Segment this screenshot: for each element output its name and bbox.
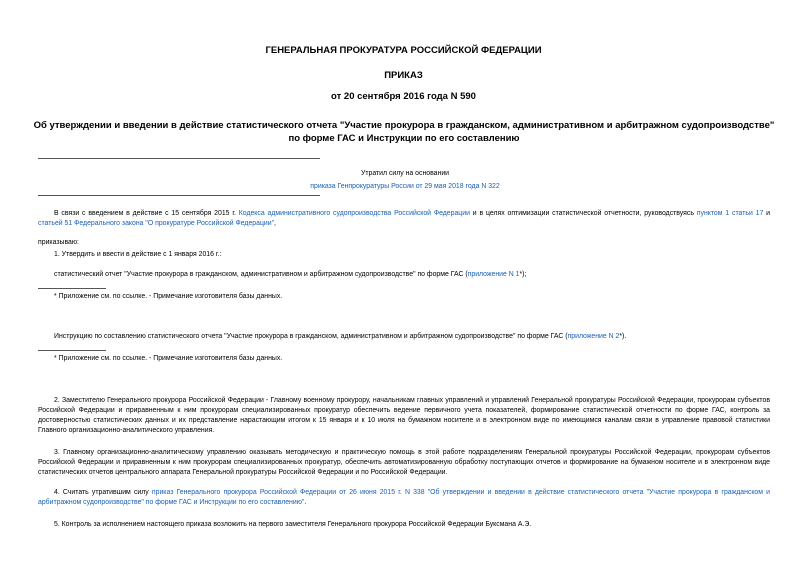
footnote-1: * Приложение см. по ссылке. - Примечание изготовителя базы данных. (54, 293, 283, 300)
item-1-intro: 1. Утвердить и ввести в действие с 1 января 2016 г.: (54, 251, 222, 258)
date-number-heading: от 20 сентября 2016 года N 590 (331, 91, 476, 102)
doc-type-heading: ПРИКАЗ (384, 70, 423, 81)
footnote-rule-1 (38, 288, 106, 289)
org-heading: ГЕНЕРАЛЬНАЯ ПРОКУРАТУРА РОССИЙСКОЙ ФЕДЕРАЦИИ (265, 45, 542, 56)
item-1-instruction: Инструкцию по составлению статистического отчета "Участие прокурора в гражданском, административном и арбитражном судопроизводстве" по форме ГАС (приложение N 2*). (54, 333, 627, 340)
kas-rf-link[interactable]: Кодекса административного судопроизводства Российской Федерации (238, 210, 470, 217)
document-title: Об утверждении и введении в действие статистического отчета "Участие прокурора в гражданском, административном и арбитражном судопроизводстве" по форме ГАС и Инструкции по его составлению (33, 120, 775, 144)
separator-line (38, 158, 320, 159)
item-5-paragraph: 5. Контроль за исполнением настоящего приказа возложить на первого заместителя Генерального прокурора Российской Федерации Буксмана А.Э. (54, 521, 532, 528)
order-word: приказываю: (38, 239, 79, 246)
order-338-link[interactable]: приказ Генерального прокурора Российской Федерации от 26 июня 2015 г. N 338 "Об утверждении и введении в действие статистического отчета "Участие прокурора в гражданском и арбитражном судопроизводстве" по форме ГАС и Инструкции по его составлению" (38, 489, 770, 506)
annulled-order-link[interactable]: приказа Генпрокуратуры России от 29 мая 2018 года N 322 (310, 183, 500, 190)
separator-line-2 (38, 195, 320, 196)
preamble-paragraph: В связи с введением в действие с 15 сентября 2015 г. Кодекса административного судопроизводства Российской Федерации и в целях оптимизации статистической отчетности, руководствуясь пунктом 1 статьи 17 и статьей 51 Федерального закона "О прокуратуре Российской Федерации", (38, 210, 770, 227)
item-2-paragraph: 2. Заместителю Генерального прокурора Российской Федерации - Главному военному прокурору, начальникам главных управлений и управлений Генеральной прокуратуры Российской Федерации, прокурорам субъектов Российской Федерации и приравненным к ним прокурорам специализированных прокуратур обеспечить ведение первичного учета показателей, формирование статистической отчетности по форме ГАС, контроль за достоверностью статистических данных и их представление нарастающим итогом к 15 января и к 10 июля на бумажном носителе и в электронном виде по имеющимся каналам связи в управление правовой статистики Главного организационно-аналитического управления. (38, 397, 770, 434)
item-1-report: статистический отчет "Участие прокурора в гражданском, административном и арбитражном судопроизводстве" по форме ГАС (приложение N 1*); (54, 271, 527, 278)
item-4-paragraph: 4. Считать утратившим силу приказ Генерального прокурора Российской Федерации от 26 июня 2015 г. N 338 "Об утверждении и введении в действие статистического отчета "Участие прокурора в гражданском и арбитражном судопроизводстве" по форме ГАС и Инструкции по его составлению". (38, 489, 770, 506)
article-17-link[interactable]: пунктом 1 статьи 17 (696, 210, 764, 217)
appendix-2-link[interactable]: приложение N 2 (567, 333, 620, 340)
article-51-link[interactable]: статьей 51 Федерального закона "О прокуратуре Российской Федерации" (38, 220, 275, 227)
appendix-1-link[interactable]: приложение N 1 (467, 271, 520, 278)
annulled-note: Утратил силу на основании (360, 170, 450, 177)
footnote-rule-2 (38, 350, 106, 351)
item-3-paragraph: 3. Главному организационно-аналитическому управлению оказывать методическую и практическую помощь в этой работе подразделениям Генеральной прокуратуры Российской Федерации, прокурорам субъектов Российской Федерации и приравненным к ним прокурорам специализированных прокуратур, обеспечить автоматизированную обработку поступающих отчетов и формирование на бумажном носителе и в электронном виде статистических отчетов центрального аппарата Генеральной прокуратуры Российской Федерации и по Российской Федерации. (38, 449, 770, 476)
footnote-2: * Приложение см. по ссылке. - Примечание изготовителя базы данных. (54, 355, 283, 362)
